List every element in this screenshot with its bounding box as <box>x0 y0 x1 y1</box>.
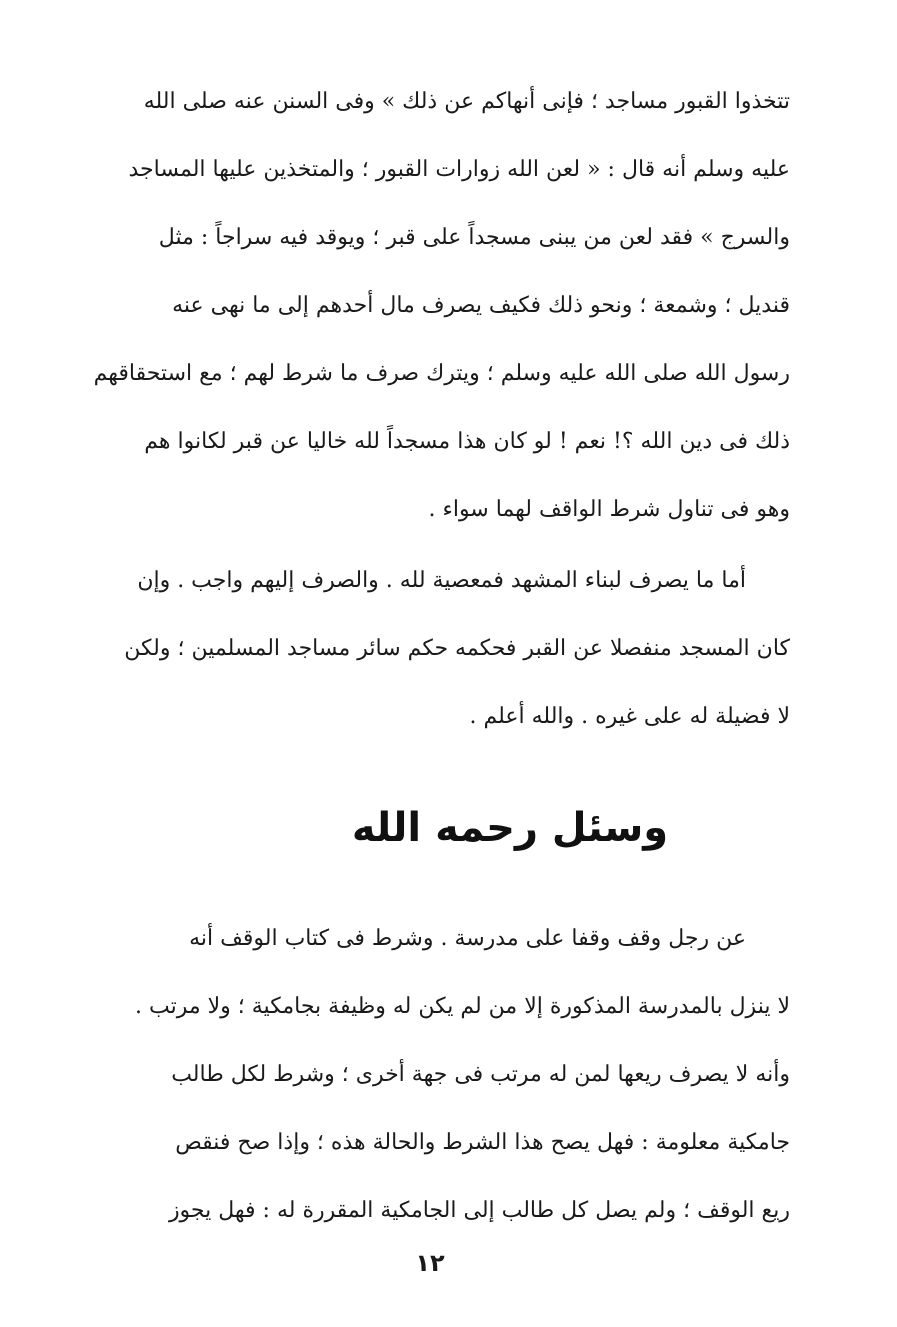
text-line: لا ينزل بالمدرسة المذكورة إلا من لم يكن له وظيفة بجامكية ؛ ولا مرتب . <box>134 994 790 1019</box>
text-line: جامكية معلومة : فهل يصح هذا الشرط والحالة هذه ؛ وإذا صح فنقص <box>175 1130 790 1155</box>
text-line: وهو فى تناول شرط الواقف لهما سواء . <box>428 497 790 522</box>
text-line: ذلك فى دين الله ؟! نعم ! لو كان هذا مسجداً لله خاليا عن قبر لكانوا هم <box>144 429 790 454</box>
text-line: وأنه لا يصرف ريعها لمن له مرتب فى جهة أخرى ؛ وشرط لكل طالب <box>171 1062 790 1087</box>
text-line: تتخذوا القبور مساجد ؛ فإنى أنهاكم عن ذلك » وفى السنن عنه صلى الله <box>143 89 790 114</box>
text-line: أما ما يصرف لبناء المشهد فمعصية لله . والصرف إليهم واجب . وإن <box>137 568 746 593</box>
text-line: لا فضيلة له على غيره . والله أعلم . <box>469 704 790 729</box>
paragraph-3 <box>70 905 790 1245</box>
text-line: قنديل ؛ وشمعة ؛ ونحو ذلك فكيف يصرف مال أحدهم إلى ما نهى عنه <box>172 293 790 318</box>
paragraph-1 <box>70 68 790 544</box>
section-heading: وسئل رحمه الله <box>351 805 669 851</box>
text-line: كان المسجد منفصلا عن القبر فحكمه حكم سائر مساجد المسلمين ؛ ولكن <box>124 636 790 661</box>
text-line: عن رجل وقف وقفا على مدرسة . وشرط فى كتاب الوقف أنه <box>189 926 746 951</box>
text-line: ريع الوقف ؛ ولم يصل كل طالب إلى الجامكية المقررة له : فهل يجوز <box>168 1198 790 1223</box>
text-line: عليه وسلم أنه قال : « لعن الله زوارات القبور ؛ والمتخذين عليها المساجد <box>128 157 790 182</box>
paragraph-2 <box>70 547 790 751</box>
text-line: والسرج » فقد لعن من يبنى مسجداً على قبر ؛ ويوقد فيه سراجاً : مثل <box>158 225 790 250</box>
text-line: رسول الله صلى الله عليه وسلم ؛ ويترك صرف ما شرط لهم ؛ مع استحقاقهم <box>93 361 790 386</box>
page-number: ١٢ <box>415 1249 445 1277</box>
